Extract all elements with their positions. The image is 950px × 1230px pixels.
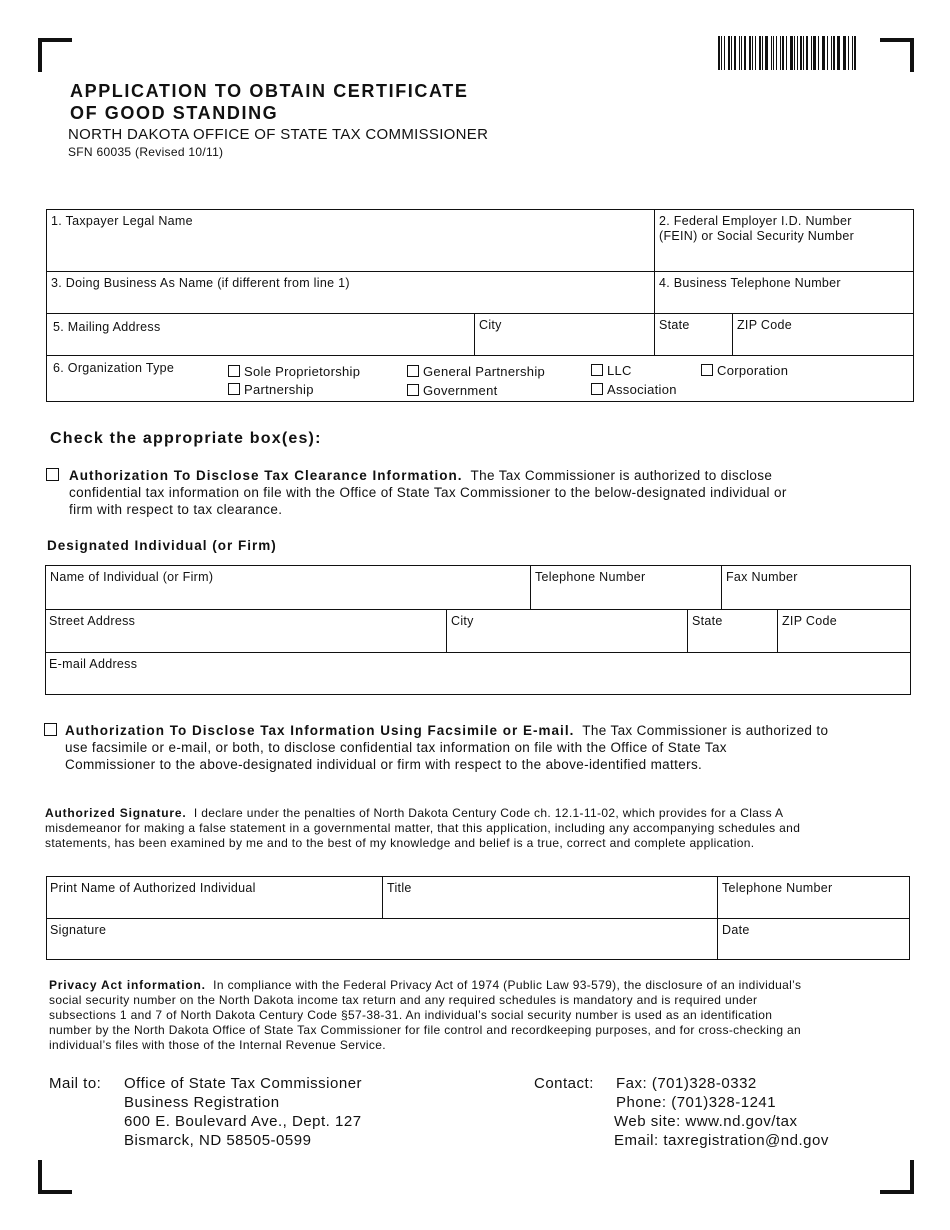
organization-type-row — [47, 355, 914, 402]
title-field[interactable] — [382, 877, 717, 918]
corporation-option[interactable]: Corporation — [701, 363, 788, 378]
facsimile-email-authorization-checkbox[interactable] — [44, 723, 57, 736]
designated-individual-table — [45, 565, 911, 695]
barcode-bar — [721, 36, 722, 70]
barcode-bar — [734, 36, 736, 70]
barcode-bar — [759, 36, 761, 70]
organization-type-label: 6. Organization Type — [53, 361, 175, 375]
sole-proprietorship-option[interactable]: Sole Proprietorship — [228, 364, 360, 379]
signer-telephone-label: Telephone Number — [722, 881, 833, 895]
barcode-bar — [749, 36, 752, 70]
tax-clearance-authorization-text: Authorization To Disclose Tax Clearance Information. The Tax Commissioner is authorized to disclose confidential tax information on file with the Office of State Tax Commissioner to the below-designated individual or firm with respect to tax clearance. — [69, 468, 787, 517]
barcode-bar — [728, 36, 731, 70]
dba-name-label: 3. Doing Business As Name (if different from line 1) — [51, 276, 350, 290]
individual-name-field[interactable] — [46, 566, 530, 609]
barcode-bar — [765, 36, 768, 70]
mailing-address-block — [124, 1074, 362, 1150]
state-label: State — [659, 318, 690, 332]
taxpayer-info-table — [46, 209, 914, 402]
email-address-label: E-mail Address — [49, 657, 138, 671]
barcode-bar — [852, 36, 853, 70]
mailing-address-field[interactable] — [47, 313, 474, 355]
designated-city-field[interactable] — [446, 609, 687, 652]
barcode-bar — [848, 36, 849, 70]
state-field[interactable] — [654, 313, 732, 355]
checkbox[interactable] — [407, 365, 419, 377]
contact-website[interactable]: Web site: www.nd.gov/tax — [614, 1113, 798, 1130]
agency-name: NORTH DAKOTA OFFICE OF STATE TAX COMMISSIONER — [68, 126, 489, 143]
facsimile-email-authorization-text: Authorization To Disclose Tax Information Using Facsimile or E-mail. The Tax Commissioner is authorized to use facsimile or e-mail, or both, to disclose confidential tax information on file with the Office of State Tax Commissioner to the above-designated individual or firm with respect to the above-identified matters. — [65, 723, 829, 772]
barcode — [718, 36, 858, 70]
form-number: SFN 60035 (Revised 10/11) — [68, 145, 224, 159]
barcode-bar — [724, 36, 725, 70]
barcode-bar — [844, 36, 846, 70]
fax-number-label: Fax Number — [726, 570, 798, 584]
barcode-bar — [782, 36, 784, 70]
barcode-bar — [822, 36, 823, 70]
association-option[interactable]: Association — [591, 382, 677, 397]
general-partnership-option[interactable]: General Partnership — [407, 364, 545, 379]
signature-label: Signature — [50, 923, 107, 937]
barcode-bar — [823, 36, 825, 70]
individual-name-label: Name of Individual (or Firm) — [50, 570, 214, 584]
contact-phone: Phone: (701)328-1241 — [616, 1094, 777, 1111]
dba-name-field[interactable] — [47, 271, 654, 313]
corner-mark-top-right — [880, 38, 914, 72]
contact-email[interactable]: Email: taxregistration@nd.gov — [614, 1132, 829, 1149]
mail-line: Business Registration — [124, 1094, 280, 1111]
email-address-field[interactable] — [46, 652, 911, 695]
corner-mark-bottom-left — [38, 1160, 72, 1194]
mail-line: 600 E. Boulevard Ave., Dept. 127 — [124, 1113, 362, 1130]
corner-mark-top-left — [38, 38, 72, 72]
barcode-bar — [718, 36, 720, 70]
business-phone-label: 4. Business Telephone Number — [659, 276, 841, 290]
zip-label: ZIP Code — [737, 318, 792, 332]
barcode-bar — [744, 36, 746, 70]
barcode-bar — [854, 36, 856, 70]
zip-field[interactable] — [732, 313, 914, 355]
barcode-bar — [811, 36, 812, 70]
barcode-bar — [741, 36, 742, 70]
llc-option[interactable]: LLC — [591, 363, 632, 378]
barcode-bar — [833, 36, 835, 70]
barcode-bar — [739, 36, 740, 70]
barcode-bar — [797, 36, 798, 70]
street-address-field[interactable] — [46, 609, 446, 652]
designated-telephone-label: Telephone Number — [535, 570, 646, 584]
barcode-bar — [762, 36, 763, 70]
barcode-bar — [755, 36, 756, 70]
barcode-bar — [800, 36, 802, 70]
street-address-label: Street Address — [49, 614, 136, 628]
barcode-bar — [818, 36, 819, 70]
taxpayer-legal-name-field[interactable] — [47, 210, 654, 271]
checkbox[interactable] — [701, 364, 713, 376]
signer-telephone-field[interactable] — [717, 877, 910, 918]
checkbox[interactable] — [228, 383, 240, 395]
privacy-act-information: Privacy Act information. In compliance with the Federal Privacy Act of 1974 (Public Law 93-579), the disclosure of an individual’s social security number on the North Dakota income tax return and any required schedules is mandatory and is required under subsections 1 and 7 of North Dakota Century Code §57-38-31. An individual’s social security number is used as an identification number by the North Dakota Office of State Tax Commissioner for file control and recordkeeping purposes, and for cross-checking an individual’s files with those of the Internal Revenue Service. — [49, 978, 802, 1052]
checkbox[interactable] — [591, 383, 603, 395]
print-name-field[interactable] — [47, 877, 382, 918]
date-label: Date — [722, 923, 750, 937]
barcode-bar — [806, 36, 808, 70]
mailing-address-label: 5. Mailing Address — [53, 320, 161, 334]
barcode-bar — [786, 36, 787, 70]
business-phone-field[interactable] — [654, 271, 914, 313]
designated-zip-field[interactable] — [777, 609, 911, 652]
fax-number-field[interactable] — [721, 566, 911, 609]
barcode-bar — [780, 36, 781, 70]
barcode-bar — [831, 36, 832, 70]
barcode-bar — [771, 36, 772, 70]
form-title — [70, 80, 550, 124]
fein-label: 2. Federal Employer I.D. Number (FEIN) or Social Security Number — [659, 214, 855, 243]
contact-label: Contact: — [534, 1075, 594, 1092]
fein-field[interactable] — [654, 210, 914, 271]
taxpayer-legal-name-label: 1. Taxpayer Legal Name — [51, 214, 193, 228]
designated-individual-heading: Designated Individual (or Firm) — [47, 538, 277, 553]
barcode-bar — [773, 36, 775, 70]
authorized-signature-notice: Authorized Signature. I declare under the penalties of North Dakota Century Code ch. 12.1-11-02, which provides for a Class A misdemeanor for making a false statement in a governmental matter, that this application, including any accompanying schedules and statements, has been examined by me and to the best of my knowledge and belief is a true, correct and complete application. — [45, 806, 801, 850]
mail-line: Office of State Tax Commissioner — [124, 1075, 363, 1092]
city-label: City — [479, 318, 502, 332]
checkbox[interactable] — [228, 365, 240, 377]
designated-state-label: State — [692, 614, 723, 628]
form-title-line1: APPLICATION TO OBTAIN CERTIFICATE — [70, 81, 469, 101]
city-field[interactable] — [474, 313, 654, 355]
signature-table — [46, 876, 910, 960]
barcode-bar — [843, 36, 844, 70]
barcode-bar — [827, 36, 828, 70]
barcode-bar — [794, 36, 795, 70]
form-title-line2: OF GOOD STANDING — [70, 103, 279, 123]
designated-city-label: City — [451, 614, 474, 628]
barcode-bar — [752, 36, 753, 70]
partnership-option[interactable]: Partnership — [228, 382, 314, 397]
tax-clearance-authorization-checkbox[interactable] — [46, 468, 59, 481]
barcode-bar — [813, 36, 816, 70]
barcode-bar — [837, 36, 840, 70]
mail-line: Bismarck, ND 58505-0599 — [124, 1132, 312, 1149]
barcode-bar — [790, 36, 793, 70]
print-name-label: Print Name of Authorized Individual — [50, 881, 256, 895]
government-option[interactable]: Government — [407, 383, 498, 398]
title-label: Title — [387, 881, 412, 895]
contact-fax: Fax: (701)328-0332 — [616, 1075, 757, 1092]
designated-state-field[interactable] — [687, 609, 777, 652]
checkbox[interactable] — [407, 384, 419, 396]
date-field[interactable] — [717, 918, 910, 960]
check-boxes-heading: Check the appropriate box(es): — [50, 430, 322, 447]
barcode-bar — [803, 36, 804, 70]
checkbox[interactable] — [591, 364, 603, 376]
contact-block — [614, 1074, 829, 1150]
barcode-bar — [776, 36, 777, 70]
designated-telephone-field[interactable] — [530, 566, 721, 609]
mail-to-label: Mail to: — [49, 1075, 102, 1092]
corner-mark-bottom-right — [880, 1160, 914, 1194]
signature-field[interactable] — [47, 918, 717, 960]
designated-zip-label: ZIP Code — [782, 614, 837, 628]
barcode-bar — [731, 36, 732, 70]
